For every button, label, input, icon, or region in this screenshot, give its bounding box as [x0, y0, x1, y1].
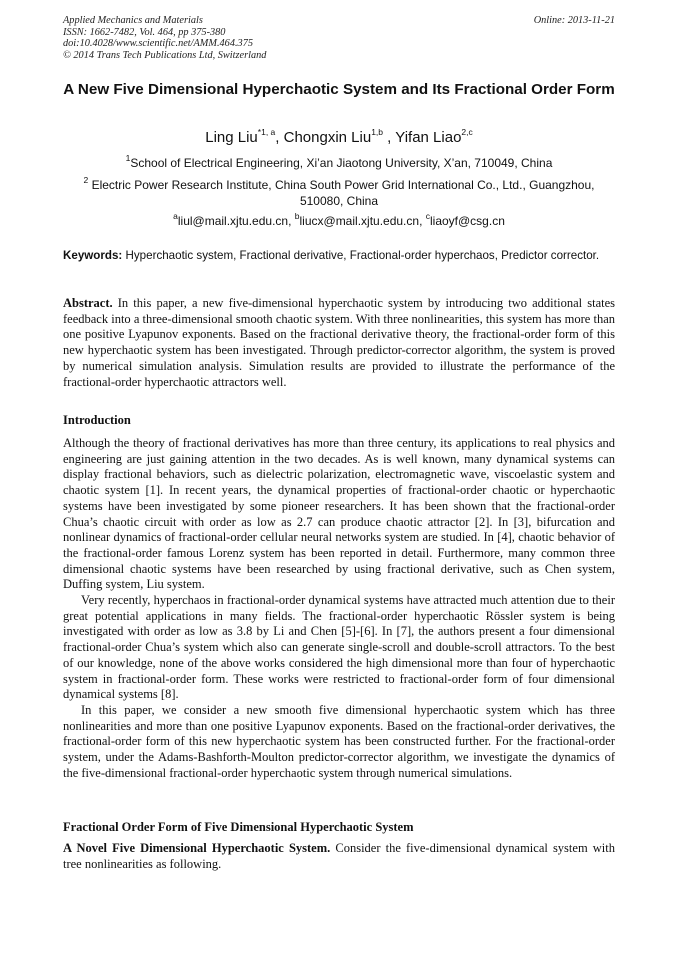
- author-mark: 1,b: [371, 127, 384, 137]
- paragraph: Although the theory of fractional derivatives has more than three century, its applications to real physics and engineering are just gaining attention in the two decades. As is well known, many dynamical systems can display fractional behaviors, such as dielectric polarization, electromagnetic wave, viscoelastic system and chaotic system [1]. In recent years, the dynamical properties of fractional-order chaotic or hyperchaotic systems have been investigated by some pioneer researchers. It has been shown that the fractional-order Chua’s chaotic circuit with order as low as 2.7 can produce chaotic attractor [2]. In [3], bifurcation and nonlinear dynamics of fractional-order cellular neural networks system are studied. In [4], chaotic behavior of the fractional-order famous Lorenz system has been reported in detail. Furthermore, many common three dimensional chaotic systems have been researched by using fractional derivative, such as Chen system, Duffing system, Liu system.: [63, 436, 615, 592]
- abstract: [63, 296, 615, 390]
- author-name: Ling Liu: [205, 129, 258, 146]
- email-address: liul@mail.xjtu.edu.cn: [177, 214, 289, 228]
- author-mark: *1, a: [257, 127, 276, 137]
- introduction-body: [63, 436, 615, 781]
- doi-line: doi:10.4028/www.scientific.net/AMM.464.375: [63, 38, 253, 50]
- copyright-line: © 2014 Trans Tech Publications Ltd, Switzerland: [63, 49, 267, 61]
- email-mark: a: [173, 211, 178, 221]
- author-mark: 2,c: [461, 127, 473, 137]
- affiliation-mark: 1: [125, 153, 131, 163]
- email-mark: b: [294, 211, 300, 221]
- subsection-paragraph: [63, 841, 615, 872]
- keywords: [63, 248, 615, 263]
- keywords-label: Keywords:: [63, 249, 123, 262]
- affiliation-text: School of Electrical Engineering, Xi’an Jiaotong University, X’an, 710049, China: [130, 156, 553, 170]
- issn-line: ISSN: 1662-7482, Vol. 464, pp 375-380: [63, 26, 226, 38]
- email-mark: c: [425, 211, 430, 221]
- subsection-label: A Novel Five Dimensional Hyperchaotic System.: [63, 841, 331, 855]
- abstract-text: In this paper, a new five-dimensional hyperchaotic system by introducing two additional states feedback into a three-dimensional smooth chaotic system. With three nonlinearities, this system has more than one positive Lyapunov exponents. Based on the fractional derivative theory, the fractional-order form of this new hyperchaotic system has been investigated. Through predictor-corrector algorithm, the system is proved by numerical simulation analysis. Simulation results are provided to illustrate the performance of the fractional-order hyperchaotic attractors well.: [63, 296, 616, 389]
- abstract-label: Abstract.: [63, 296, 113, 310]
- affiliation-2: [63, 177, 615, 209]
- keywords-text: Hyperchaotic system, Fractional derivative, Fractional-order hyperchaos, Predictor corrector.: [125, 249, 600, 262]
- section-heading: Fractional Order Form of Five Dimensional Hyperchaotic System: [63, 820, 414, 834]
- journal-name: Applied Mechanics and Materials: [63, 15, 203, 26]
- affiliation-text: Electric Power Research Institute, China South Power Grid International Co., Ltd., Guangzhou, 510080, China: [91, 178, 595, 208]
- introduction-heading: Introduction: [63, 413, 131, 427]
- running-header: [63, 15, 615, 61]
- email-address: liaoyf@csg.cn: [429, 214, 505, 228]
- email-line: $^a$liul@mail.xjtu.edu.cn, $^b$liucx@mail.xjtu.edu.cn, $^c$liaoyf@csg.cn: [173, 211, 505, 228]
- email-address: liucx@mail.xjtu.edu.cn: [299, 214, 420, 228]
- paper-title: A New Five Dimensional Hyperchaotic System and Its Fractional Order Form: [63, 81, 615, 98]
- online-date: Online: 2013-11-21: [533, 15, 615, 26]
- author-name: Yifan Liao: [395, 129, 462, 146]
- author-name: Chongxin Liu: [283, 129, 372, 146]
- author-line: Ling Liu$^{*1, a}$, Chongxin Liu$^{1,b}$ , Yifan Liao$^{2,c}$: [205, 127, 473, 146]
- affiliation-mark: 2: [83, 175, 89, 185]
- affiliation-1: [63, 155, 615, 171]
- paragraph: In this paper, we consider a new smooth five dimensional hyperchaotic system which has three nonlinearities and more than one positive Lyapunov exponents. Based on the fractional-order derivatives, the fractional-order form of this new hyperchaotic system has been constructed further. For the fractional-order system, under the Adams-Bashforth-Moulton predictor-corrector algorithm, we investigate the dynamics of the five-dimensional fractional-order hyperchaotic system through numerical simulations.: [63, 702, 615, 780]
- paragraph: Very recently, hyperchaos in fractional-order dynamical systems have attracted much attention due to their great potential applications in many fields. The fractional-order hyperchaotic Rössler system is being investigated with order as low as 3.8 by Li and Chen [5]-[6]. In [7], the authors present a four dimensional fractional-order Chua’s system which also can generate single-scroll and double-scroll attractors. To the best of our knowledge, none of the above works considered the high dimensional more than four of hyperchaotic system in fractional-order form. These works were restricted to fractional-order form of four dimensional dynamical systems [8].: [63, 593, 615, 702]
- subsection-text: Consider the five-dimensional dynamical system with tree nonlinearities as following.: [63, 841, 615, 871]
